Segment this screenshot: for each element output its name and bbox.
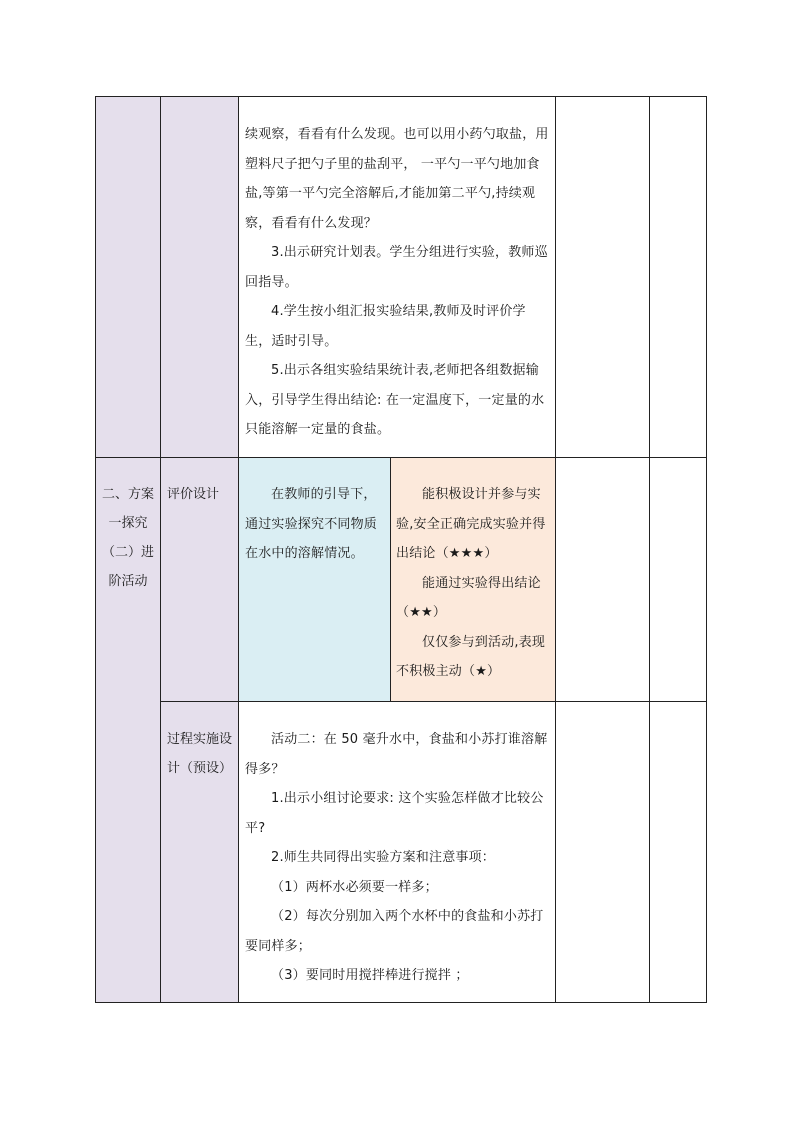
section-label	[100, 480, 156, 596]
paragraph: 续观察，看看有什么发现。也可以用小药勺取盐，用塑料尺子把勺子里的盐刮平， 一平勺一平勺地加食盐,等第一平勺完全溶解后,才能加第二平勺,持续观察，看看有什么发现？	[245, 127, 549, 231]
process-label-text: 过程实施设计（预设）	[167, 732, 233, 776]
paragraph: 5.出示各组实验结果统计表,老师把各组数据输入，引导学生得出结论: 在一定温度下，一定量的水只能溶解一定量的食盐。	[245, 363, 545, 437]
table-border-bottom	[95, 1002, 707, 1003]
col-divider-4	[649, 96, 650, 1003]
process-label	[167, 725, 233, 783]
paragraph: （2）每次分别加入两个水杯中的食盐和小苏打要同样多；	[245, 909, 544, 954]
eval-label	[167, 480, 233, 509]
paragraph: 2.师生共同得出实验方案和注意事项：	[271, 850, 496, 865]
criteria-item: 能通过实验得出结论（★★）	[396, 575, 541, 620]
paragraph: 1.出示小组讨论要求: 这个实验怎样做才比较公平?	[245, 791, 544, 836]
paragraph: （1）两杯水必须要一样多；	[271, 879, 438, 895]
paragraph: 活动二：在 50 毫升水中，食盐和小苏打谁溶解得多？	[245, 732, 548, 777]
col-divider-mid	[390, 457, 391, 702]
col-divider-2	[238, 96, 239, 1003]
eval-goal	[245, 480, 385, 569]
goal-text: 在教师的引导下，通过实验探究不同物质在水中的溶解情况。	[245, 487, 378, 561]
criteria-item: 能积极设计并参与实验,安全正确完成实验并得出结论（★★★）	[396, 487, 546, 561]
row-divider-2	[160, 701, 707, 702]
table-border-right	[706, 96, 707, 1003]
section-label-text: 二、方案一探究（二）进阶活动	[101, 487, 154, 589]
paragraph: （3）要同时用搅拌棒进行搅拌 ；	[271, 968, 469, 983]
paragraph: 4.学生按小组汇报实验结果,教师及时评价学生，适时引导。	[245, 304, 526, 349]
criteria-item: 仅仅参与到活动,表现不积极主动（★）	[396, 634, 546, 679]
paragraph: 3.出示研究计划表。学生分组进行实验，教师巡回指导。	[245, 245, 548, 290]
col-divider-1	[160, 96, 161, 1003]
table-border-left	[95, 96, 96, 1003]
row-divider-1	[95, 457, 707, 458]
eval-criteria	[396, 480, 551, 687]
col2-shade	[160, 97, 238, 1003]
row1-content	[245, 120, 550, 445]
eval-label-text: 评价设计	[167, 487, 220, 502]
table-border-top	[95, 96, 707, 97]
process-content	[245, 725, 550, 991]
col-divider-3	[555, 96, 556, 1003]
